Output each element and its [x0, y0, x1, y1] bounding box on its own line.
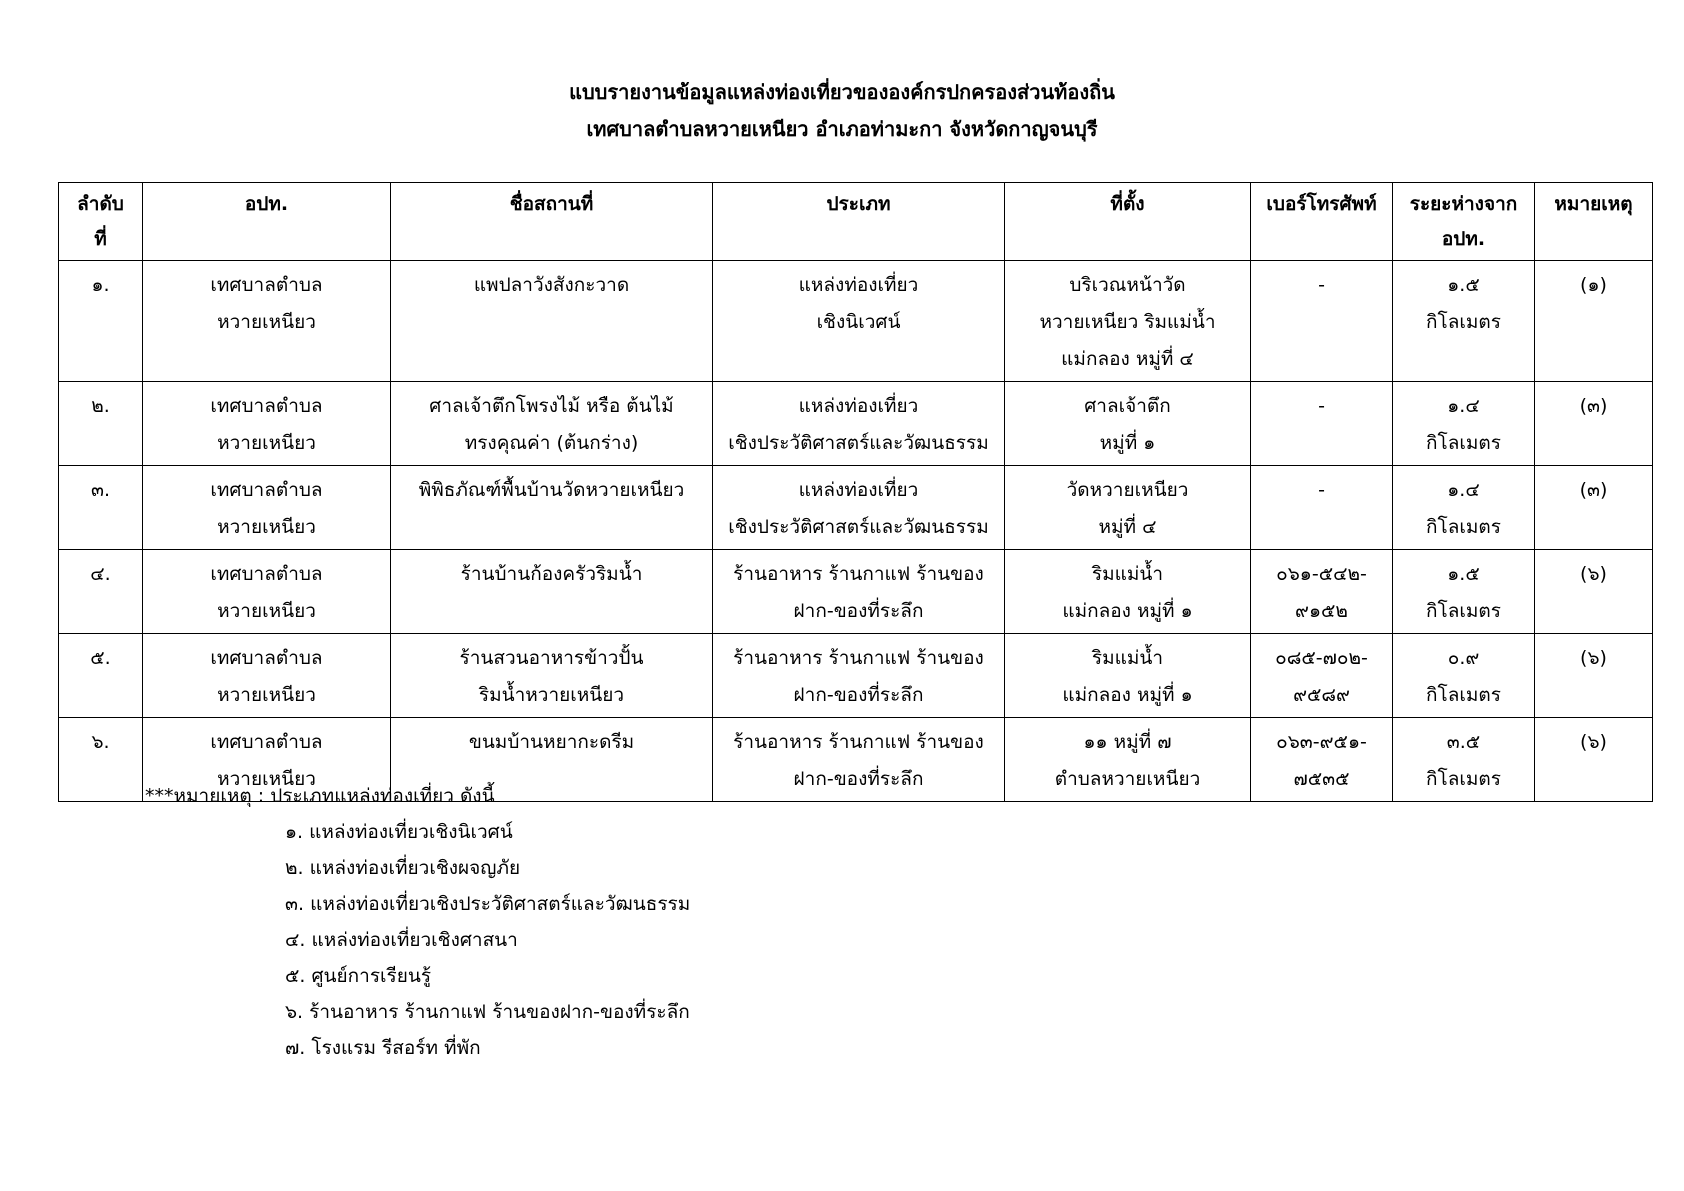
location-cell	[1005, 466, 1251, 550]
cell-text: แหล่งท่องเที่ยว	[798, 479, 919, 501]
order-cell	[59, 382, 143, 466]
cell-text: ๑.๕	[1447, 274, 1480, 296]
type-cell	[713, 550, 1005, 634]
cell-text: ศาลเจ้าตึกโพรงไม้ หรือ ต้นไม้	[429, 395, 674, 417]
cell-text: ๐๘๕-๗๐๒-	[1275, 647, 1368, 669]
cell-text: แม่กลอง หมู่ที่ ๑	[1062, 600, 1193, 622]
cell-text: แหล่งท่องเที่ยว	[798, 395, 919, 417]
header-text: หมายเหตุ	[1554, 193, 1633, 215]
cell-text: ร้านบ้านก้องครัวริมน้ำ	[460, 563, 643, 585]
header-text: เบอร์โทรศัพท์	[1266, 193, 1377, 215]
order-cell	[59, 634, 143, 718]
cell-text: ๑๑ หมู่ที่ ๗	[1083, 731, 1172, 753]
type-cell	[713, 466, 1005, 550]
distance-cell	[1393, 261, 1535, 382]
cell-text: ๙๕๘๙	[1293, 684, 1350, 706]
place-name-cell	[391, 261, 713, 382]
cell-text: ๗๕๓๕	[1293, 768, 1350, 790]
table-row	[59, 550, 1653, 634]
cell-text: หวายเหนียว	[217, 600, 316, 622]
cell-text: ๑.๔	[1447, 479, 1480, 501]
cell-text: ๑.๕	[1447, 563, 1480, 585]
cell-text: หวายเหนียว	[217, 768, 316, 790]
cell-text: ๓.	[90, 479, 111, 501]
cell-text: ๔.	[90, 563, 111, 585]
cell-text: ๑.	[91, 274, 110, 296]
type-cell	[713, 634, 1005, 718]
note-item: ๕. ศูนย์การเรียนรู้	[285, 965, 432, 987]
phone-cell	[1251, 382, 1393, 466]
location-cell	[1005, 718, 1251, 802]
cell-text: หมู่ที่ ๑	[1099, 432, 1156, 454]
cell-text: ทรงคุณค่า (ต้นกร่าง)	[464, 432, 639, 454]
header-text: ชื่อสถานที่	[509, 193, 594, 215]
header-row	[59, 183, 1653, 261]
cell-text: ๐.๙	[1447, 647, 1480, 669]
header-text: ที่ตั้ง	[1110, 193, 1145, 215]
notes-list	[145, 814, 690, 1066]
cell-text: หวายเหนียว	[217, 432, 316, 454]
table-row	[59, 261, 1653, 382]
place-name-cell	[391, 382, 713, 466]
phone-cell	[1251, 718, 1393, 802]
place-name-cell	[391, 550, 713, 634]
header-text: ที่	[94, 228, 107, 250]
cell-text: เชิงประวัติศาสตร์และวัฒนธรรม	[728, 432, 989, 454]
cell-text: หวายเหนียว	[217, 516, 316, 538]
cell-text: ๑.๔	[1447, 395, 1480, 417]
tourism-report-table	[58, 182, 1653, 802]
cell-text: เทศบาลตำบล	[210, 395, 323, 417]
remark-cell	[1535, 261, 1653, 382]
distance-cell	[1393, 634, 1535, 718]
cell-text: ร้านสวนอาหารข้าวปั้น	[459, 647, 644, 669]
cell-text: ร้านอาหาร ร้านกาแฟ ร้านของ	[733, 731, 984, 753]
cell-text: บริเวณหน้าวัด	[1069, 274, 1186, 296]
cell-text: ศาลเจ้าตึก	[1084, 395, 1171, 417]
cell-text: แหล่งท่องเที่ยว	[798, 274, 919, 296]
cell-text: กิโลเมตร	[1426, 311, 1501, 333]
cell-text: ริมแม่น้ำ	[1091, 563, 1164, 585]
header-order	[59, 183, 143, 261]
location-cell	[1005, 550, 1251, 634]
header-text: อปท.	[1441, 228, 1486, 250]
cell-text: (๓)	[1579, 395, 1608, 417]
phone-cell	[1251, 550, 1393, 634]
cell-text: ๐๖๑-๕๔๒-	[1276, 563, 1367, 585]
header-distance	[1393, 183, 1535, 261]
cell-text: เทศบาลตำบล	[210, 731, 323, 753]
document-title: แบบรายงานข้อมูลแหล่งท่องเที่ยวขององค์กรปกครองส่วนท้องถิ่น	[569, 80, 1115, 104]
document-subtitle: เทศบาลตำบลหวายเหนียว อำเภอท่ามะกา จังหวัดกาญจนบุรี	[586, 117, 1098, 141]
lao-cell	[143, 261, 391, 382]
lao-cell	[143, 634, 391, 718]
cell-text: หวายเหนียว	[217, 311, 316, 333]
header-type	[713, 183, 1005, 261]
place-name-cell	[391, 634, 713, 718]
remark-cell	[1535, 382, 1653, 466]
cell-text: ๕.	[90, 647, 111, 669]
header-text: อปท.	[244, 193, 289, 215]
note-item: ๓. แหล่งท่องเที่ยวเชิงประวัติศาสตร์และวัฒนธรรม	[285, 893, 691, 915]
cell-text: ริมน้ำหวายเหนียว	[478, 684, 625, 706]
remark-cell	[1535, 718, 1653, 802]
notes-heading: ***หมายเหตุ : ประเภทแหล่งท่องเที่ยว ดังนี้	[145, 785, 495, 807]
cell-text: ๙๑๕๒	[1295, 600, 1348, 622]
phone-cell	[1251, 261, 1393, 382]
cell-text: หวายเหนียว ริมแม่น้ำ	[1039, 311, 1216, 333]
distance-cell	[1393, 466, 1535, 550]
cell-text: วัดหวายเหนียว	[1066, 479, 1189, 501]
cell-text: ริมแม่น้ำ	[1091, 647, 1164, 669]
cell-text: กิโลเมตร	[1426, 768, 1501, 790]
lao-cell	[143, 550, 391, 634]
cell-text: ๖.	[91, 731, 110, 753]
cell-text: แม่กลอง หมู่ที่ ๔	[1061, 348, 1194, 370]
order-cell	[59, 466, 143, 550]
header-phone	[1251, 183, 1393, 261]
cell-text: ขนมบ้านหยากะดรีม	[468, 731, 635, 753]
header-location	[1005, 183, 1251, 261]
cell-text: กิโลเมตร	[1426, 516, 1501, 538]
distance-cell	[1393, 382, 1535, 466]
order-cell	[59, 550, 143, 634]
notes-section	[145, 778, 690, 1066]
type-cell	[713, 382, 1005, 466]
cell-text: เทศบาลตำบล	[210, 479, 323, 501]
phone-cell	[1251, 634, 1393, 718]
remark-cell	[1535, 634, 1653, 718]
distance-cell	[1393, 550, 1535, 634]
cell-text: ฝาก-ของที่ระลึก	[793, 684, 924, 706]
cell-text: -	[1318, 274, 1325, 296]
header-place-name	[391, 183, 713, 261]
note-item: ๑. แหล่งท่องเที่ยวเชิงนิเวศน์	[285, 821, 513, 843]
cell-text: พิพิธภัณฑ์พื้นบ้านวัดหวายเหนียว	[418, 479, 685, 501]
remark-cell	[1535, 550, 1653, 634]
note-item: ๖. ร้านอาหาร ร้านกาแฟ ร้านของฝาก-ของที่ระลึก	[285, 1001, 690, 1023]
table-header	[59, 183, 1653, 261]
cell-text: ร้านอาหาร ร้านกาแฟ ร้านของ	[733, 563, 984, 585]
header-lao	[143, 183, 391, 261]
cell-text: เทศบาลตำบล	[210, 647, 323, 669]
note-item: ๒. แหล่งท่องเที่ยวเชิงผจญภัย	[285, 857, 521, 879]
cell-text: ๒.	[91, 395, 110, 417]
cell-text: เชิงประวัติศาสตร์และวัฒนธรรม	[728, 516, 989, 538]
cell-text: (๓)	[1579, 479, 1608, 501]
type-cell	[713, 718, 1005, 802]
cell-text: แม่กลอง หมู่ที่ ๑	[1062, 684, 1193, 706]
lao-cell	[143, 382, 391, 466]
note-item: ๗. โรงแรม รีสอร์ท ที่พัก	[285, 1037, 481, 1059]
cell-text: ๓.๕	[1446, 731, 1481, 753]
cell-text: (๖)	[1580, 563, 1607, 585]
table-row	[59, 466, 1653, 550]
cell-text: (๖)	[1580, 647, 1607, 669]
location-cell	[1005, 634, 1251, 718]
cell-text: (๖)	[1580, 731, 1607, 753]
cell-text: กิโลเมตร	[1426, 432, 1501, 454]
cell-text: กิโลเมตร	[1426, 600, 1501, 622]
cell-text: ร้านอาหาร ร้านกาแฟ ร้านของ	[733, 647, 984, 669]
location-cell	[1005, 261, 1251, 382]
cell-text: -	[1318, 395, 1325, 417]
cell-text: เทศบาลตำบล	[210, 274, 323, 296]
cell-text: ๐๖๓-๙๕๑-	[1276, 731, 1367, 753]
table-body	[59, 261, 1653, 802]
cell-text: (๑)	[1580, 274, 1607, 296]
cell-text: หวายเหนียว	[217, 684, 316, 706]
cell-text: -	[1318, 479, 1325, 501]
header-text: ประเภท	[826, 193, 891, 215]
table-row	[59, 634, 1653, 718]
remark-cell	[1535, 466, 1653, 550]
table-row	[59, 382, 1653, 466]
cell-text: กิโลเมตร	[1426, 684, 1501, 706]
order-cell	[59, 261, 143, 382]
cell-text: ฝาก-ของที่ระลึก	[793, 768, 924, 790]
place-name-cell	[391, 466, 713, 550]
phone-cell	[1251, 466, 1393, 550]
distance-cell	[1393, 718, 1535, 802]
header-remark	[1535, 183, 1653, 261]
location-cell	[1005, 382, 1251, 466]
note-item: ๔. แหล่งท่องเที่ยวเชิงศาสนา	[285, 929, 518, 951]
cell-text: เชิงนิเวศน์	[816, 311, 901, 333]
header-text: ลำดับ	[77, 193, 124, 215]
cell-text: ตำบลหวายเหนียว	[1054, 768, 1201, 790]
lao-cell	[143, 466, 391, 550]
cell-text: แพปลาวังสังกะวาด	[473, 274, 630, 296]
order-cell	[59, 718, 143, 802]
cell-text: หมู่ที่ ๔	[1098, 516, 1157, 538]
cell-text: ฝาก-ของที่ระลึก	[793, 600, 924, 622]
cell-text: เทศบาลตำบล	[210, 563, 323, 585]
header-text: ระยะห่างจาก	[1409, 193, 1518, 215]
type-cell	[713, 261, 1005, 382]
